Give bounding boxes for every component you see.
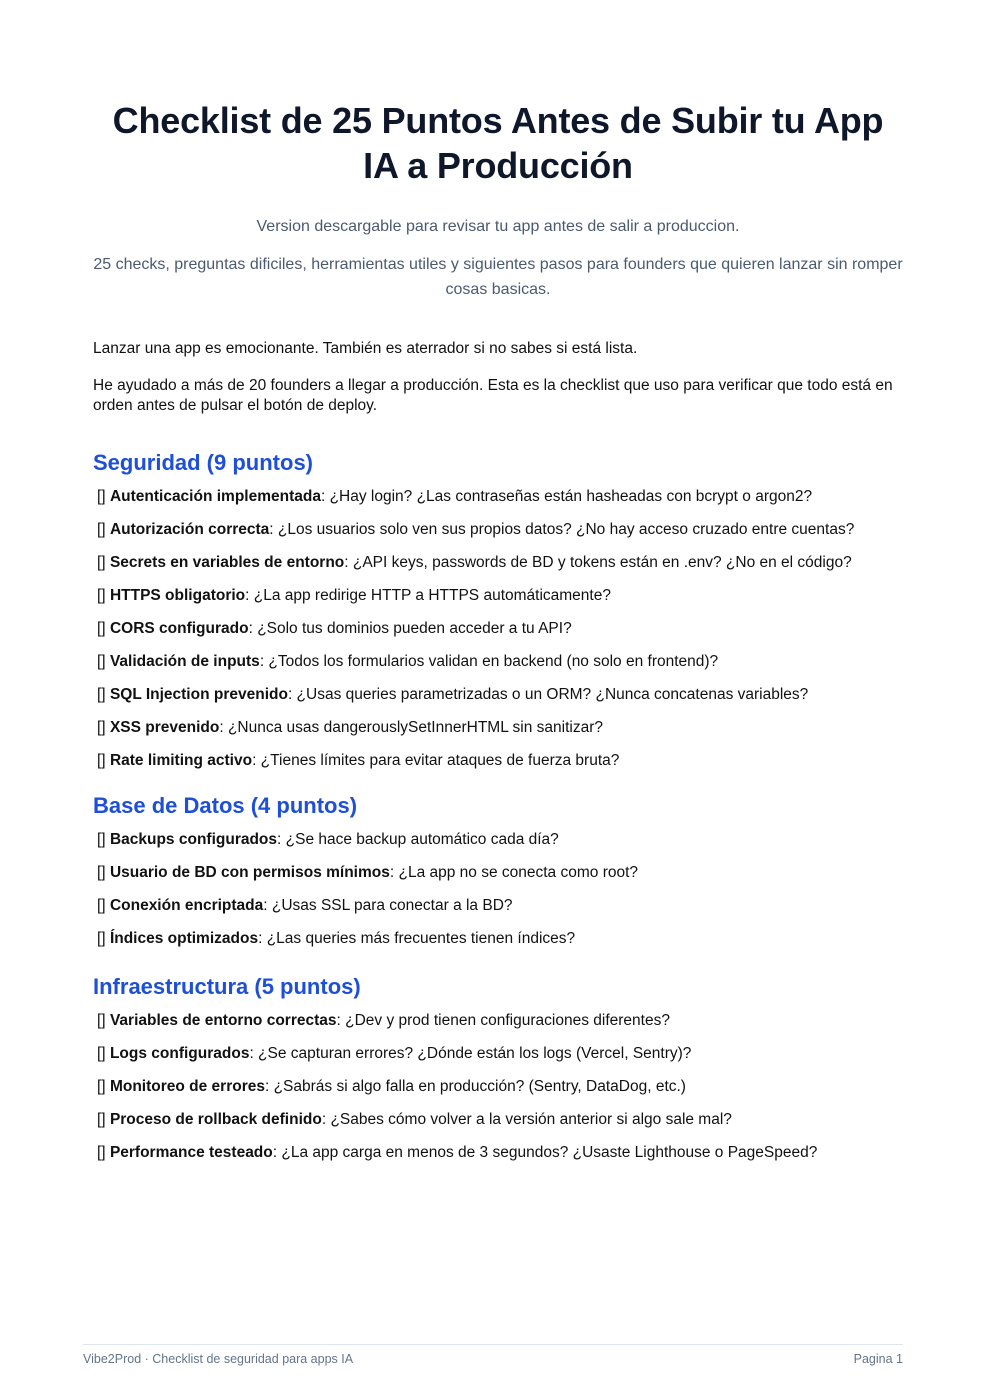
item-label: Secrets en variables de entorno — [109, 554, 345, 571]
checkbox-marker: [] — [97, 554, 106, 571]
checklist-base-de-datos — [93, 828, 903, 950]
checklist-item — [93, 683, 903, 706]
item-label: CORS configurado — [109, 620, 249, 637]
document-page — [93, 0, 903, 1174]
checkbox-marker: [] — [97, 1045, 106, 1062]
checkbox-marker: [] — [97, 620, 106, 637]
page-footer — [83, 1344, 903, 1366]
checkbox-marker: [] — [97, 488, 106, 505]
item-text: : ¿Usas queries parametrizadas o un ORM? ¿Nunca concatenas variables? — [287, 686, 809, 703]
checkbox-marker: [] — [97, 521, 106, 538]
checklist-item — [93, 1075, 903, 1098]
item-text: : ¿Dev y prod tienen configuraciones diferentes? — [336, 1012, 670, 1029]
checklist-item — [93, 894, 903, 917]
item-label: Rate limiting activo — [109, 752, 253, 769]
item-text: : ¿Sabrás si algo falla en producción? (Sentry, DataDog, etc.) — [264, 1078, 686, 1095]
section-heading-infraestructura: Infraestructura (5 puntos) — [93, 974, 361, 999]
item-text: : ¿Solo tus dominios pueden acceder a tu API? — [248, 620, 572, 637]
checkbox-marker: [] — [97, 587, 106, 604]
checklist-item — [93, 1141, 903, 1164]
section-heading-seguridad: Seguridad (9 puntos) — [93, 450, 313, 475]
item-label: Monitoreo de errores — [109, 1078, 265, 1095]
checklist-item — [93, 1042, 903, 1065]
intro-paragraph: Lanzar una app es emocionante. También es aterrador si no sabes si está lista. — [93, 340, 638, 357]
item-text: : ¿API keys, passwords de BD y tokens están en .env? ¿No en el código? — [344, 554, 852, 571]
checkbox-marker: [] — [97, 1144, 106, 1161]
item-text: : ¿Se capturan errores? ¿Dónde están los logs (Vercel, Sentry)? — [249, 1045, 692, 1062]
item-text: : ¿Se hace backup automático cada día? — [277, 831, 559, 848]
item-label: Variables de entorno correctas — [109, 1012, 337, 1029]
checklist-item — [93, 617, 903, 640]
checkbox-marker: [] — [97, 653, 106, 670]
footer-document-name: Vibe2Prod · Checklist de seguridad para apps IA — [83, 1352, 354, 1366]
page-subtitle: Version descargable para revisar tu app antes de salir a produccion. — [256, 218, 740, 235]
checkbox-marker: [] — [97, 831, 106, 848]
checkbox-marker: [] — [97, 1111, 106, 1128]
checklist-item — [93, 927, 903, 950]
footer-page-number: Pagina 1 — [853, 1352, 903, 1366]
item-text: : ¿Sabes cómo volver a la versión anterior si algo sale mal? — [321, 1111, 732, 1128]
checklist-item — [93, 749, 903, 772]
checklist-item — [93, 584, 903, 607]
intro-paragraph: He ayudado a más de 20 founders a llegar a producción. Esta es la checklist que uso para verificar que todo está en orden antes de pulsar el botón de deploy. — [93, 377, 893, 414]
item-label: XSS prevenido — [109, 719, 220, 736]
item-text: : ¿Los usuarios solo ven sus propios datos? ¿No hay acceso cruzado entre cuentas? — [269, 521, 855, 538]
item-text: : ¿La app redirige HTTP a HTTPS automáticamente? — [245, 587, 611, 604]
checkbox-marker: [] — [97, 752, 106, 769]
checklist-item — [93, 551, 903, 574]
item-label: Performance testeado — [109, 1144, 273, 1161]
item-label: Conexión encriptada — [109, 897, 264, 914]
checklist-infraestructura — [93, 1009, 903, 1164]
checklist-seguridad — [93, 485, 903, 772]
item-text: : ¿Todos los formularios validan en backend (no solo en frontend)? — [259, 653, 719, 670]
checklist-item — [93, 1108, 903, 1131]
checkbox-marker: [] — [97, 930, 106, 947]
checkbox-marker: [] — [97, 719, 106, 736]
checkbox-marker: [] — [97, 864, 106, 881]
item-text: : ¿Hay login? ¿Las contraseñas están hasheadas con bcrypt o argon2? — [320, 488, 813, 505]
item-label: Proceso de rollback definido — [109, 1111, 322, 1128]
item-label: Logs configurados — [109, 1045, 250, 1062]
checkbox-marker: [] — [97, 897, 106, 914]
item-label: Backups configurados — [109, 831, 278, 848]
checklist-item — [93, 861, 903, 884]
checkbox-marker: [] — [97, 1078, 106, 1095]
checklist-item — [93, 716, 903, 739]
checklist-item — [93, 650, 903, 673]
item-text: : ¿Nunca usas dangerouslySetInnerHTML sin sanitizar? — [219, 719, 604, 736]
item-label: Validación de inputs — [109, 653, 260, 670]
item-label: SQL Injection prevenido — [109, 686, 288, 703]
checkbox-marker: [] — [97, 686, 106, 703]
item-text: : ¿Tienes límites para evitar ataques de fuerza bruta? — [252, 752, 620, 769]
item-label: Autorización correcta — [109, 521, 270, 538]
item-text: : ¿Las queries más frecuentes tienen índices? — [258, 930, 576, 947]
item-text: : ¿La app no se conecta como root? — [389, 864, 639, 881]
item-label: Usuario de BD con permisos mínimos — [109, 864, 390, 881]
item-text: : ¿Usas SSL para conectar a la BD? — [263, 897, 513, 914]
item-label: Autenticación implementada — [109, 488, 321, 505]
item-text: : ¿La app carga en menos de 3 segundos? ¿Usaste Lighthouse o PageSpeed? — [272, 1144, 818, 1161]
checklist-item — [93, 828, 903, 851]
item-label: HTTPS obligatorio — [109, 587, 246, 604]
checklist-item — [93, 485, 903, 508]
checkbox-marker: [] — [97, 1012, 106, 1029]
checklist-item — [93, 518, 903, 541]
page-tagline: 25 checks, preguntas dificiles, herramientas utiles y siguientes pasos para founders que quieren lanzar sin romper cosas basicas. — [93, 256, 903, 298]
checklist-item — [93, 1009, 903, 1032]
section-heading-base-de-datos: Base de Datos (4 puntos) — [93, 793, 358, 818]
page-title: Checklist de 25 Puntos Antes de Subir tu App IA a Producción — [112, 100, 884, 186]
item-label: Índices optimizados — [109, 930, 259, 947]
